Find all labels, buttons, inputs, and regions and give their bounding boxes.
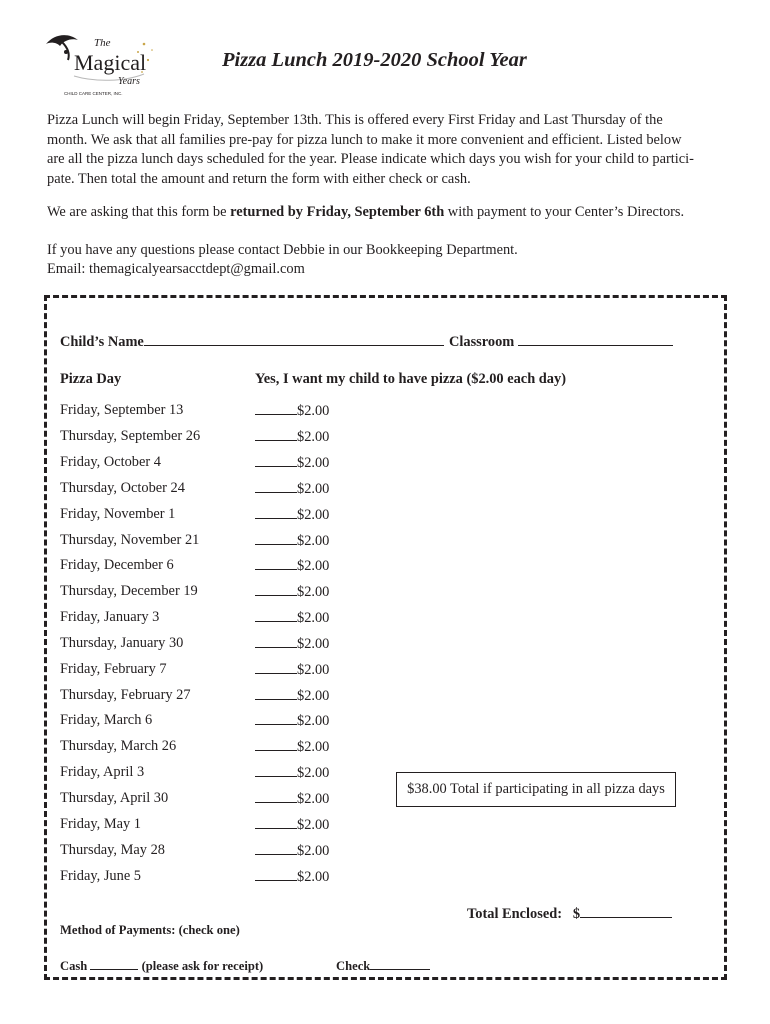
logo <box>44 30 160 100</box>
child-name-field[interactable] <box>144 333 444 346</box>
contact-email: Email: themagicalyearsacctdept@gmail.com <box>47 261 305 277</box>
intro-line: Pizza Lunch will begin Friday, September 13th. This is offered every First Friday and Last Thursday of the <box>47 112 663 128</box>
check-label: Check <box>336 959 371 973</box>
pizza-day-blank[interactable] <box>255 816 297 829</box>
pizza-day-label: Friday, June 5 <box>60 868 142 884</box>
pizza-day-entry[interactable] <box>255 842 329 860</box>
deadline-date: returned by Friday, September 6th <box>230 204 445 220</box>
pizza-day-blank[interactable] <box>255 583 297 596</box>
pizza-day-price: $2.00 <box>297 533 330 549</box>
logo-text-magical: Magical <box>74 50 147 75</box>
total-enclosed-label: Total Enclosed: <box>467 906 563 922</box>
pizza-day-label: Thursday, May 28 <box>60 842 165 858</box>
pizza-day-price: $2.00 <box>297 455 330 471</box>
pizza-day-price: $2.00 <box>297 688 330 704</box>
pizza-day-label: Friday, December 6 <box>60 557 174 573</box>
classroom-label: Classroom <box>449 334 515 350</box>
total-enclosed-field[interactable] <box>580 905 672 918</box>
pizza-day-label: Thursday, February 27 <box>60 687 191 703</box>
pizza-day-price: $2.00 <box>297 610 330 626</box>
pizza-day-label: Friday, January 3 <box>60 609 160 625</box>
pizza-day-blank[interactable] <box>255 687 297 700</box>
pizza-day-entry[interactable] <box>255 557 329 575</box>
pizza-day-entry[interactable] <box>255 868 329 886</box>
pizza-day-price: $2.00 <box>297 403 330 419</box>
classroom-row <box>449 333 673 351</box>
intro-paragraph <box>47 111 727 189</box>
cash-label: Cash <box>60 959 88 973</box>
classroom-field[interactable] <box>518 333 673 346</box>
pizza-day-entry[interactable] <box>255 506 329 524</box>
pizza-day-price: $2.00 <box>297 869 330 885</box>
check-option <box>336 957 430 974</box>
pizza-day-entry[interactable] <box>255 816 329 834</box>
pizza-day-entry[interactable] <box>255 609 329 627</box>
pizza-day-label: Friday, March 6 <box>60 712 153 728</box>
pizza-day-entry[interactable] <box>255 454 329 472</box>
pizza-day-entry[interactable] <box>255 790 329 808</box>
pizza-day-entry[interactable] <box>255 687 329 705</box>
pizza-day-label: Thursday, September 26 <box>60 428 201 444</box>
logo-text-the: The <box>94 37 111 49</box>
pizza-day-header: Pizza Day <box>60 371 122 387</box>
cash-field[interactable] <box>90 957 138 970</box>
payment-method-label: Method of Payments: (check one) <box>60 923 240 937</box>
logo-text-years: Years <box>118 76 140 87</box>
page-title: Pizza Lunch 2019-2020 School Year <box>222 49 527 71</box>
pizza-day-entry[interactable] <box>255 764 329 782</box>
pizza-day-label: Thursday, December 19 <box>60 583 198 599</box>
pizza-day-blank[interactable] <box>255 790 297 803</box>
pizza-day-label: Friday, October 4 <box>60 454 161 470</box>
pizza-day-label: Thursday, January 30 <box>60 635 184 651</box>
pizza-day-blank[interactable] <box>255 609 297 622</box>
pizza-day-entry[interactable] <box>255 712 329 730</box>
pizza-day-blank[interactable] <box>255 738 297 751</box>
pizza-day-entry[interactable] <box>255 738 329 756</box>
pizza-day-entry[interactable] <box>255 402 329 420</box>
intro-line: month. We ask that all families pre-pay for pizza lunch to make it more convenient and efficient. Listed below <box>47 131 682 148</box>
child-name-row <box>60 333 444 351</box>
pizza-day-label: Friday, April 3 <box>60 764 145 780</box>
pizza-day-label: Friday, May 1 <box>60 816 142 832</box>
cash-option <box>60 957 263 974</box>
pizza-day-blank[interactable] <box>255 506 297 519</box>
pizza-day-blank[interactable] <box>255 661 297 674</box>
total-enclosed-row <box>467 905 672 923</box>
pizza-day-label: Thursday, March 26 <box>60 738 177 754</box>
pizza-day-price: $2.00 <box>297 739 330 755</box>
pizza-day-blank[interactable] <box>255 402 297 415</box>
pizza-yes-header: Yes, I want my child to have pizza ($2.00 each day) <box>255 371 566 387</box>
pizza-day-price: $2.00 <box>297 584 330 600</box>
pizza-day-entry[interactable] <box>255 428 329 446</box>
pizza-day-price: $2.00 <box>297 843 330 859</box>
pizza-day-entry[interactable] <box>255 532 329 550</box>
pizza-day-blank[interactable] <box>255 635 297 648</box>
pizza-day-label: Thursday, November 21 <box>60 532 200 548</box>
child-name-label: Child’s Name <box>60 334 144 350</box>
contact-paragraph: If you have any questions please contact Debbie in our Bookkeeping Department. <box>47 242 518 258</box>
cash-note: (please ask for receipt) <box>141 959 264 973</box>
pizza-day-blank[interactable] <box>255 454 297 467</box>
deadline-text-before: We are asking that this form be <box>47 204 231 220</box>
pizza-day-blank[interactable] <box>255 712 297 725</box>
total-enclosed-prefix: $ <box>572 906 581 922</box>
logo-graphic <box>44 30 160 100</box>
check-field[interactable] <box>370 957 430 970</box>
pizza-day-price: $2.00 <box>297 791 330 807</box>
deadline-paragraph <box>47 204 684 221</box>
pizza-day-label: Friday, September 13 <box>60 402 184 418</box>
pizza-day-blank[interactable] <box>255 480 297 493</box>
pizza-day-price: $2.00 <box>297 429 330 445</box>
intro-line: are all the pizza lunch days scheduled for the year. Please indicate which days you wish for your child to partici- <box>47 151 694 168</box>
pizza-day-blank[interactable] <box>255 868 297 881</box>
pizza-day-blank[interactable] <box>255 428 297 441</box>
pizza-day-label: Friday, February 7 <box>60 661 167 677</box>
pizza-day-blank[interactable] <box>255 532 297 545</box>
pizza-day-price: $2.00 <box>297 507 330 523</box>
pizza-day-blank[interactable] <box>255 557 297 570</box>
pizza-day-price: $2.00 <box>297 662 330 678</box>
pizza-day-blank[interactable] <box>255 764 297 777</box>
logo-tagline: CHILD CARE CENTER, INC. <box>64 91 123 96</box>
pizza-day-price: $2.00 <box>297 765 330 781</box>
pizza-day-entry[interactable] <box>255 635 329 653</box>
pizza-day-label: Thursday, April 30 <box>60 790 169 806</box>
pizza-day-price: $2.00 <box>297 817 330 833</box>
pizza-day-entry[interactable] <box>255 480 329 498</box>
pizza-day-blank[interactable] <box>255 842 297 855</box>
total-all-days-box: $38.00 Total if participating in all pizza days <box>396 772 676 807</box>
pizza-day-price: $2.00 <box>297 713 330 729</box>
pizza-day-price: $2.00 <box>297 558 330 574</box>
pizza-day-entry[interactable] <box>255 661 329 679</box>
intro-line: pate. Then total the amount and return the form with either check or cash. <box>47 170 471 187</box>
deadline-text-after: with payment to your Center’s Directors. <box>444 204 685 220</box>
pizza-day-entry[interactable] <box>255 583 329 601</box>
pizza-day-label: Thursday, October 24 <box>60 480 185 496</box>
pizza-day-price: $2.00 <box>297 636 330 652</box>
pizza-day-label: Friday, November 1 <box>60 506 176 522</box>
pizza-day-price: $2.00 <box>297 481 330 497</box>
